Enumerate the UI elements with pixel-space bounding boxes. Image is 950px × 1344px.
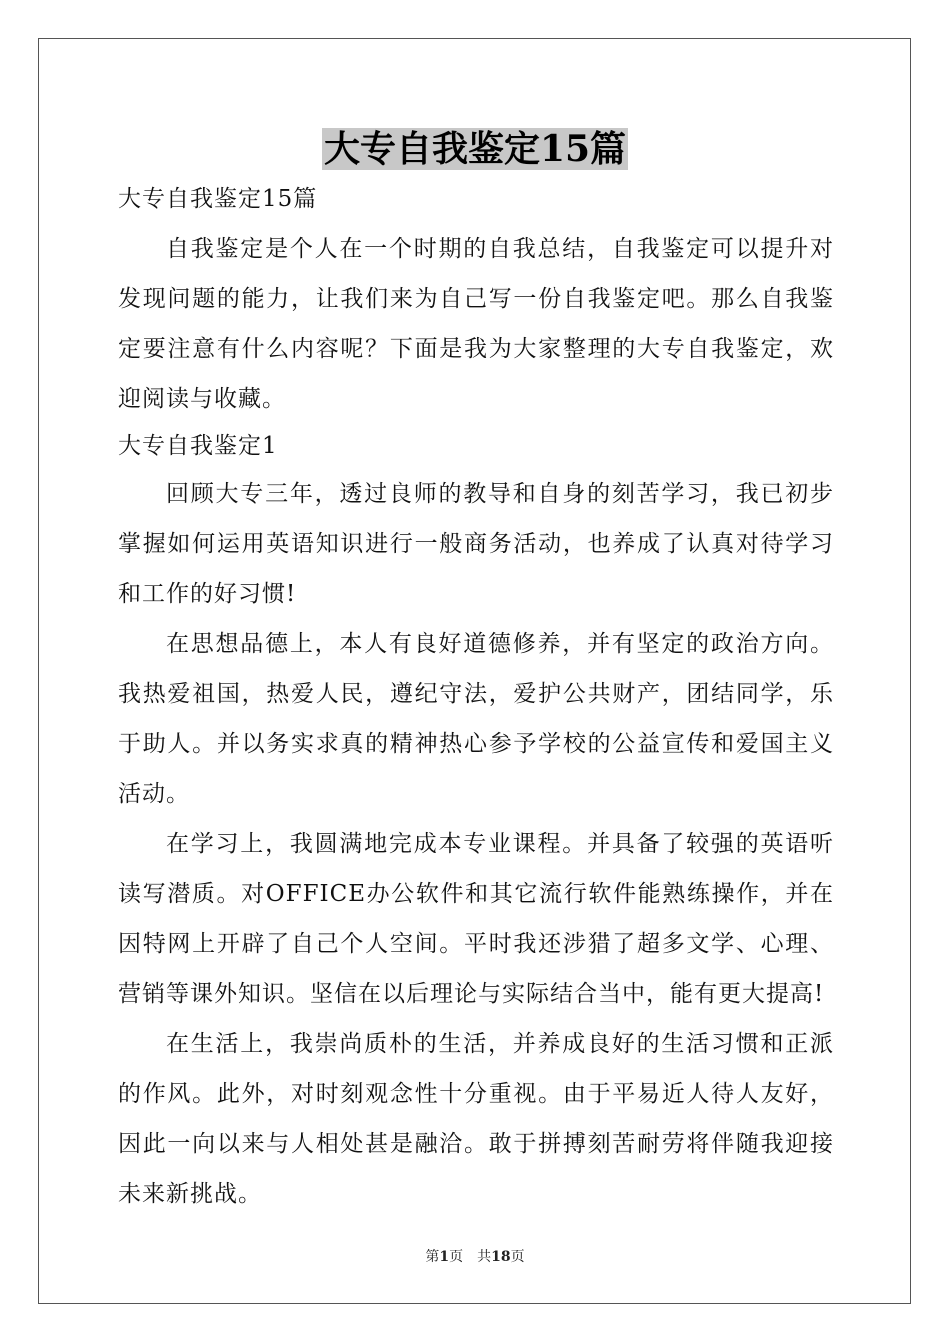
body-paragraph: 在学习上，我圆满地完成本专业课程。并具备了较强的英语听读写潜质。对OFFICE办公软件和其它流行软件能熟练操作，并在因特网上开辟了自己个人空间。平时我还涉猎了超多文学、心理、营销等课外知识。坚信在以后理论与实际结合当中，能有更大提高!	[118, 831, 834, 1007]
document-title-text: 大专自我鉴定15篇	[323, 128, 627, 170]
body-paragraph: 在思想品德上，本人有良好道德修养，并有坚定的政治方向。我热爱祖国，热爱人民，遵纪守法，爱护公共财产，团结同学，乐于助人。并以务实求真的精神热心参予学校的公益宣传和爱国主义活动。	[118, 631, 834, 807]
body-paragraph: 在生活上，我崇尚质朴的生活，并养成良好的生活习惯和正派的作风。此外，对时刻观念性十分重视。由于平易近人待人友好，因此一向以来与人相处甚是融洽。敢于拼搏刻苦耐劳将伴随我迎接未来新挑战。	[118, 1031, 834, 1207]
page-footer	[0, 1246, 950, 1266]
total-pages: 18	[491, 1249, 511, 1265]
body-paragraph: 回顾大专三年，透过良师的教导和自身的刻苦学习，我已初步掌握如何运用英语知识进行一般商务活动，也养成了认真对待学习和工作的好习惯!	[118, 481, 834, 607]
total-prefix: 共	[477, 1249, 492, 1265]
intro-paragraph: 自我鉴定是个人在一个时期的自我总结，自我鉴定可以提升对发现问题的能力，让我们来为自己写一份自我鉴定吧。那么自我鉴定要注意有什么内容呢？下面是我为大家整理的大专自我鉴定，欢迎阅读与收藏。	[118, 236, 834, 412]
page-suffix: 页	[449, 1249, 464, 1265]
page-prefix: 第	[425, 1249, 440, 1265]
page-number: 1	[439, 1249, 450, 1265]
document-subtitle: 大专自我鉴定15篇	[118, 186, 318, 212]
total-suffix: 页	[510, 1249, 525, 1265]
document-body	[118, 177, 834, 1219]
section-heading: 大专自我鉴定1	[118, 433, 278, 459]
document-title	[0, 126, 950, 172]
